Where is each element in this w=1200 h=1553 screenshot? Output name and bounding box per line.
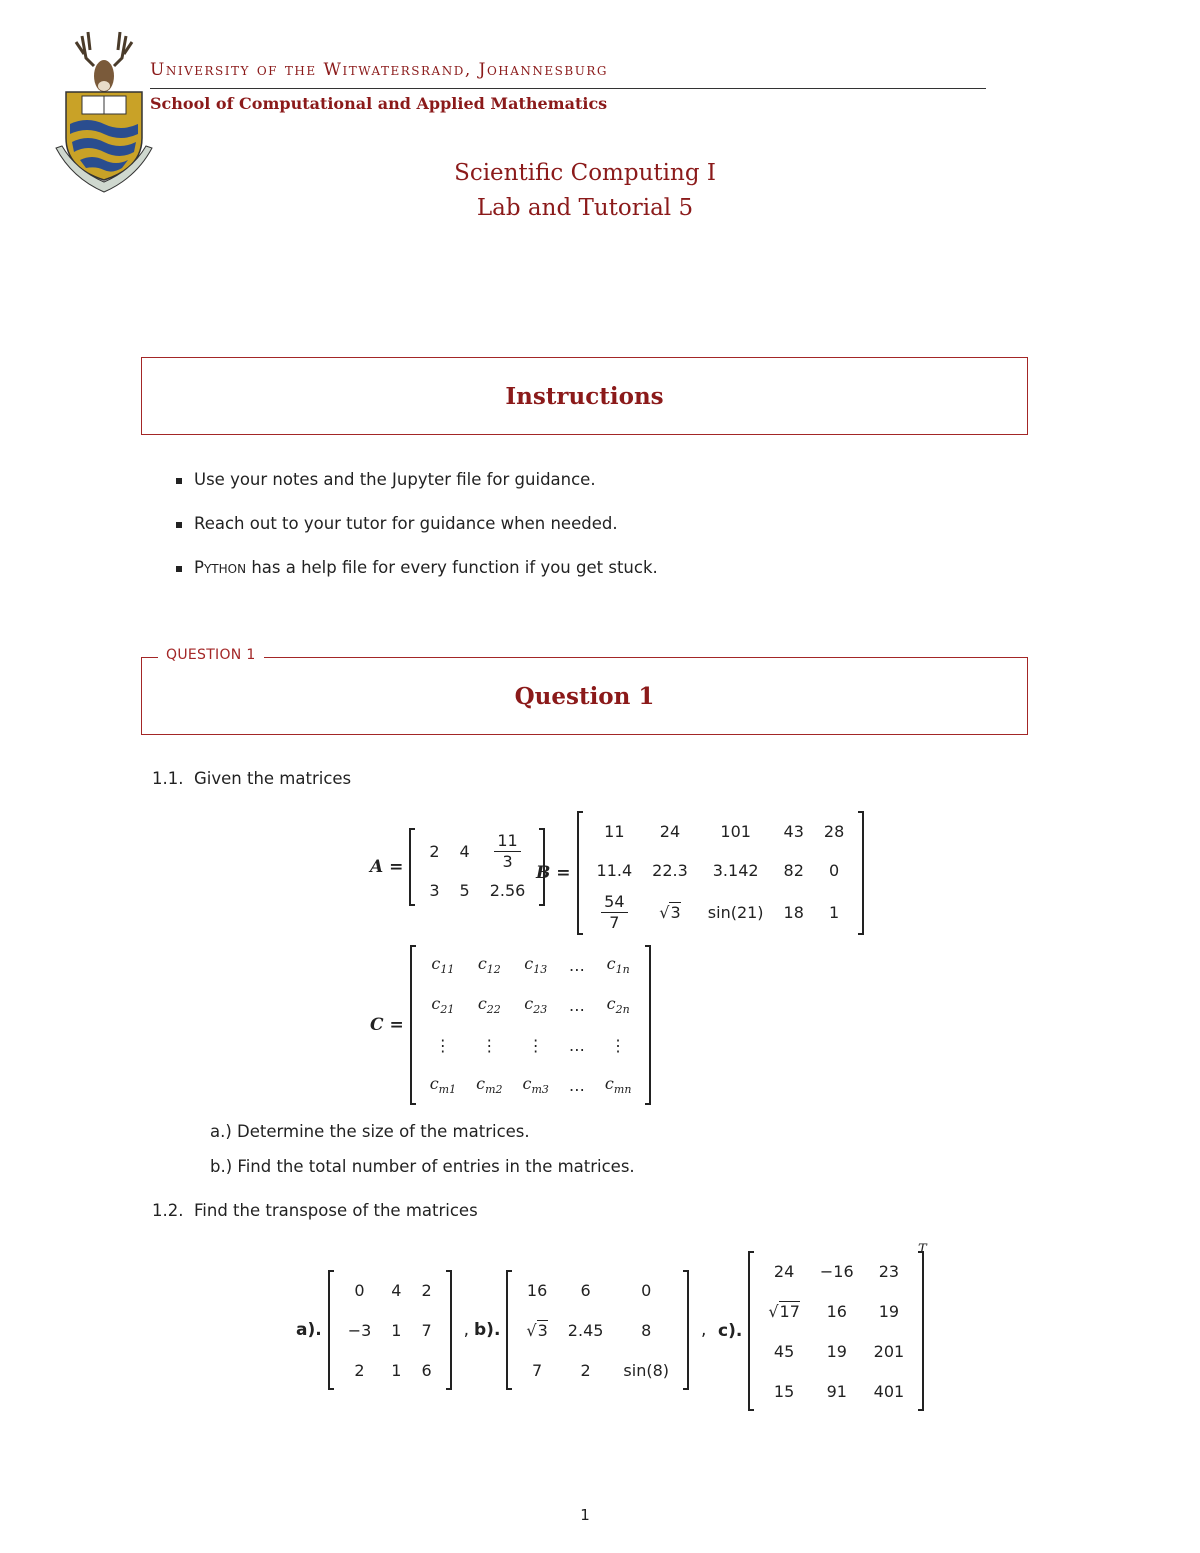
matrix-cell: 22.3	[652, 860, 688, 880]
matrix-cell: 4	[391, 1280, 402, 1300]
matrix-c	[748, 1251, 924, 1411]
matrix-cell: $c_{mn}$	[604, 1073, 632, 1097]
question-heading: Question 1	[514, 682, 655, 710]
transpose-superscript: T	[918, 1242, 927, 1257]
matrix-cell: 2.45	[567, 1320, 604, 1340]
matrix-cell: 16	[526, 1280, 548, 1300]
matrix-cell: …	[568, 955, 585, 975]
matrix-cell: 3.142	[712, 860, 759, 880]
bullet-icon	[176, 522, 182, 528]
matrix-cell: √17	[768, 1301, 800, 1321]
matrix-B	[577, 811, 865, 935]
matrix-cell: −16	[819, 1261, 854, 1281]
matrix-cell: 101	[720, 821, 751, 841]
matrix-cell: sin(21)	[707, 902, 764, 922]
matrix-cell: ⋮	[527, 1035, 544, 1055]
matrix-cell: 0	[354, 1280, 365, 1300]
matrix-cell: 11	[604, 821, 625, 841]
matrix-c-block	[718, 1251, 924, 1411]
matrix-cell: 24	[773, 1261, 795, 1281]
question-box	[141, 657, 1028, 735]
matrix-cell: 0	[641, 1280, 652, 1300]
matrix-cell: 43	[783, 821, 804, 841]
matrix-cell: $c_{22}$	[477, 993, 501, 1017]
instructions-heading: Instructions	[505, 382, 664, 410]
matrix-a-block	[296, 1270, 481, 1390]
instructions-list	[176, 470, 658, 602]
matrix-cell: $c_{m1}$	[429, 1073, 457, 1097]
matrix-cell: 201	[873, 1341, 905, 1361]
matrix-A-block	[370, 828, 545, 906]
python-word: Python	[194, 558, 247, 577]
matrix-cell	[480, 828, 536, 874]
matrix-cell: 5	[459, 880, 470, 900]
matrix-cell: 1	[391, 1320, 402, 1340]
matrix-cell: sin(8)	[623, 1360, 670, 1380]
matrix-cell: −3	[347, 1320, 372, 1340]
question-text: Find the transpose of the matrices	[194, 1201, 478, 1220]
matrix-cell: …	[568, 1035, 585, 1055]
question-1-1-a: a.) Determine the size of the matrices.	[210, 1122, 530, 1141]
list-item-text: Use your notes and the Jupyter file for guidance.	[194, 470, 596, 489]
matrix-cell: 4	[459, 841, 470, 861]
matrix-cell: $c_{12}$	[477, 953, 501, 977]
matrix-a	[328, 1270, 452, 1390]
matrix-cell: …	[568, 995, 585, 1015]
matrix-b-block	[474, 1270, 718, 1390]
matrix-cell: $c_{21}$	[431, 993, 455, 1017]
matrix-cell: 18	[783, 902, 804, 922]
instructions-box	[141, 357, 1028, 435]
matrix-cell: √3	[526, 1320, 548, 1340]
matrix-cell: 8	[641, 1320, 652, 1340]
question-1-2	[152, 1201, 478, 1220]
matrix-cell: $c_{11}$	[431, 953, 455, 977]
matrix-cell: 19	[878, 1301, 900, 1321]
matrix-cell: 1	[828, 902, 840, 922]
matrix-cell: 2	[354, 1360, 365, 1380]
matrix-B-block	[536, 811, 864, 935]
matrix-label: a).	[296, 1320, 322, 1340]
matrix-cell: 16	[826, 1301, 847, 1321]
matrix-cell: √3	[659, 902, 681, 922]
matrix-cell: 19	[826, 1341, 847, 1361]
school-name: School of Computational and Applied Mathematics	[150, 94, 608, 113]
list-item	[176, 470, 658, 514]
matrix-cell: 2	[421, 1280, 432, 1300]
question-1-1	[152, 769, 351, 788]
matrix-cell: 6	[421, 1360, 432, 1380]
matrix-b	[506, 1270, 689, 1390]
question-tab-label: QUESTION 1	[158, 647, 264, 663]
list-item-text: has a help file for every function if you get stuck.	[251, 558, 658, 577]
matrix-cell	[587, 889, 643, 935]
matrix-cell: ⋮	[610, 1035, 627, 1055]
matrix-cell: $c_{23}$	[524, 993, 548, 1017]
matrix-cell: 7	[421, 1320, 432, 1340]
matrix-cell: 2	[429, 841, 440, 861]
question-number: 1.2.	[152, 1201, 184, 1220]
header-rule	[150, 88, 986, 89]
matrix-label: B =	[536, 863, 571, 883]
title-line-1: Scientific Computing I	[454, 160, 716, 186]
fraction-11-3: $\frac{11}{3}$	[494, 831, 520, 872]
matrix-cell: ⋮	[434, 1035, 451, 1055]
matrix-cell: …	[568, 1075, 585, 1095]
matrix-cell: 2.56	[489, 880, 526, 900]
matrix-cell: 23	[878, 1261, 900, 1281]
matrix-cell: $c_{m3}$	[522, 1073, 549, 1097]
matrix-cell: 1	[391, 1360, 402, 1380]
question-1-1-b: b.) Find the total number of entries in the matrices.	[210, 1157, 635, 1176]
matrix-A	[409, 828, 545, 906]
matrix-label: b).	[474, 1320, 501, 1340]
matrix-cell: 91	[826, 1381, 847, 1401]
matrix-label: C =	[370, 1015, 404, 1035]
matrix-cell: 2	[580, 1360, 591, 1380]
comma-separator: ,	[701, 1320, 707, 1340]
matrix-cell: $c_{2n}$	[606, 993, 630, 1017]
matrix-cell: $c_{1n}$	[606, 953, 630, 977]
question-number: 1.1.	[152, 769, 184, 788]
matrix-cell: 82	[783, 860, 804, 880]
comma-separator: ,	[463, 1320, 470, 1340]
list-item	[176, 558, 658, 602]
matrix-cell: 7	[532, 1360, 543, 1380]
title-line-2: Lab and Tutorial 5	[476, 195, 694, 221]
matrix-C	[410, 945, 652, 1105]
matrix-cell: 401	[873, 1381, 905, 1401]
matrix-C-block	[370, 945, 651, 1105]
matrix-cell: 3	[429, 880, 440, 900]
university-name: University of the Witwatersrand, Johannesburg	[150, 60, 608, 80]
matrix-cell: 45	[773, 1341, 795, 1361]
matrix-cell: 11.4	[596, 860, 633, 880]
matrix-cell: 24	[659, 821, 681, 841]
bullet-icon	[176, 566, 182, 572]
page-number: 1	[580, 1506, 590, 1524]
matrix-cell: 28	[823, 821, 845, 841]
fraction-54-7: $\frac{54}{7}$	[601, 892, 627, 933]
list-item-text: Reach out to your tutor for guidance when needed.	[194, 514, 618, 533]
question-text: Given the matrices	[194, 769, 352, 788]
matrix-cell: ⋮	[481, 1035, 498, 1055]
matrix-cell: $c_{13}$	[524, 953, 548, 977]
matrix-cell: 15	[773, 1381, 795, 1401]
matrix-cell: 6	[580, 1280, 591, 1300]
matrix-cell: $c_{m2}$	[476, 1073, 503, 1097]
matrix-label: c).	[718, 1321, 743, 1341]
matrix-cell: 0	[828, 860, 840, 880]
bullet-icon	[176, 478, 182, 484]
matrix-label: A =	[370, 857, 404, 877]
list-item	[176, 514, 658, 558]
document-title	[0, 156, 1170, 226]
